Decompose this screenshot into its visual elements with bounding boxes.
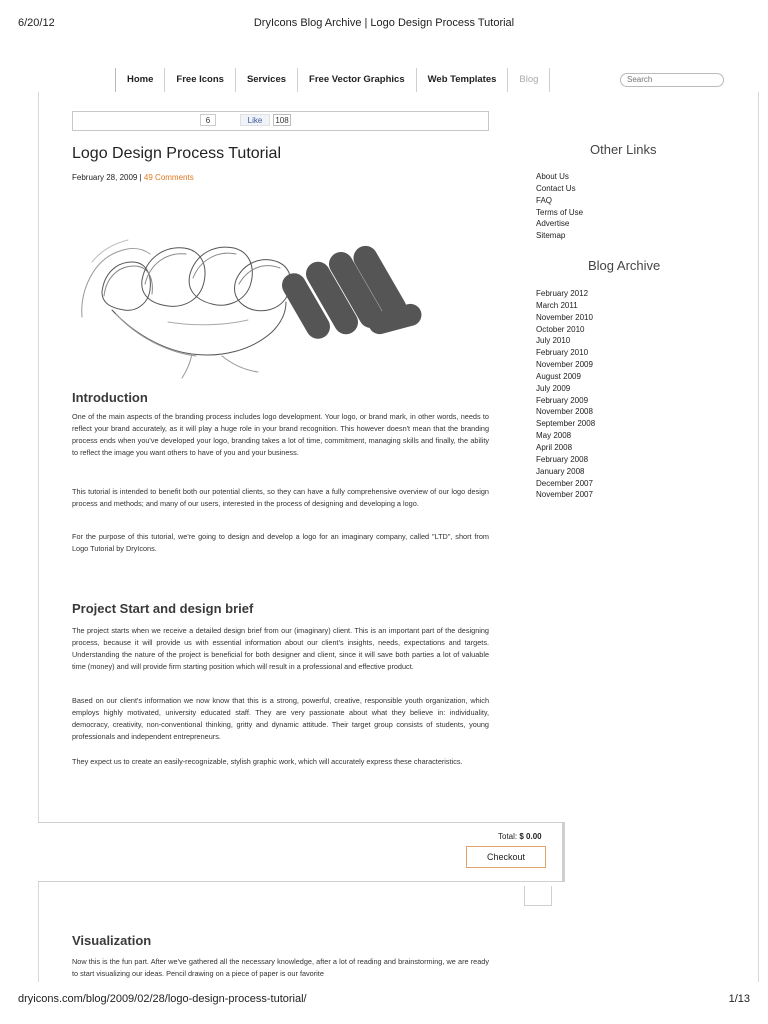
cart-total-value: $ 0.00	[519, 832, 542, 841]
cart-total-label: Total:	[498, 832, 518, 841]
section-heading-introduction: Introduction	[72, 390, 148, 405]
sidebar-link-contact-us[interactable]: Contact Us	[536, 183, 576, 193]
share-count: 6	[200, 114, 216, 126]
archive-item[interactable]: October 2010	[536, 324, 585, 334]
cart-total	[498, 832, 542, 841]
sidebar-link-advertise[interactable]: Advertise	[536, 219, 570, 229]
archive-item[interactable]: February 2008	[536, 454, 589, 464]
main-nav	[115, 68, 550, 92]
archive-item[interactable]: July 2010	[536, 336, 571, 346]
archive-item[interactable]: November 2007	[536, 490, 593, 500]
intro-paragraph-3: For the purpose of this tutorial, we're going to design and develop a logo for an imaginary company, called "LTD", short from Logo Tutorial by DryIcons.	[72, 532, 489, 553]
archive-item[interactable]: November 2008	[536, 407, 593, 417]
sidebar-other-links-title: Other Links	[590, 142, 657, 157]
nav-web-templates[interactable]: Web Templates	[416, 68, 508, 92]
archive-item[interactable]: January 2008	[536, 466, 585, 476]
post-meta	[72, 173, 194, 182]
section-heading-project-start: Project Start and design brief	[72, 601, 254, 616]
fist-logo-illustration	[72, 222, 442, 380]
archive-item[interactable]: May 2008	[536, 431, 572, 441]
sidebar-blog-archive-title: Blog Archive	[588, 258, 661, 273]
archive-item[interactable]: February 2009	[536, 395, 589, 405]
archive-item[interactable]: July 2009	[536, 383, 571, 393]
post-date: February 28, 2009 |	[72, 173, 142, 182]
comments-link[interactable]: 49 Comments	[143, 173, 194, 182]
archive-item[interactable]: December 2007	[536, 478, 593, 488]
section-heading-visualization: Visualization	[72, 933, 152, 948]
sidebar-blog-archive	[536, 288, 595, 501]
sidebar-link-terms[interactable]: Terms of Use	[536, 207, 584, 217]
archive-item[interactable]: February 2012	[536, 289, 589, 298]
content-frame-right	[758, 92, 759, 982]
nav-services[interactable]: Services	[235, 68, 297, 92]
archive-item[interactable]: March 2011	[536, 300, 578, 310]
nav-free-icons[interactable]: Free Icons	[164, 68, 235, 92]
sidebar-link-sitemap[interactable]: Sitemap	[536, 231, 566, 241]
intro-paragraph-2: This tutorial is intended to benefit both our potential clients, so they can have a fully comprehensive overview of our logo design process and methods; and many of our users, interested in the process of designing and developing a logo.	[72, 487, 489, 508]
cart-toggle-tab[interactable]	[524, 886, 552, 906]
like-button[interactable]: Like	[240, 114, 270, 126]
like-count: 108	[273, 114, 291, 126]
content-frame-left	[38, 92, 39, 822]
brief-paragraph-2: Based on our client's information we now know that this is a strong, powerful, creative, responsible youth organization, which employs highly motivated, university educated staff. They are very passionate about what they believe in: individuality, democracy, creativity, non-conventional thinking, gritty and dynamic attitude. Their target group consists of students, young professionals and independent entrepreneurs.	[72, 696, 489, 741]
search-input[interactable]	[620, 73, 724, 87]
intro-paragraph-1: One of the main aspects of the branding process includes logo development. Your logo, or brand mark, in other words, needs to reflect your brand accurately, as it will play a huge role in your brand recognition. This however doesn't mean that the branding process ends when you've developed your logo, branding takes a lot of time, commitment, managing skills and finally, the ability to reflect the image you want others to have of you and your business.	[72, 412, 489, 457]
print-date: 6/20/12	[18, 17, 55, 29]
sidebar-link-faq[interactable]: FAQ	[536, 195, 553, 205]
viz-paragraph-1: Now this is the fun part. After we've gathered all the necessary knowledge, after a lot of reading and brainstorming, we are ready to start visualizing our ideas. Pencil drawing on a piece of paper is our favorite	[72, 957, 489, 978]
print-page-title: DryIcons Blog Archive | Logo Design Process Tutorial	[253, 17, 515, 29]
archive-item[interactable]: September 2008	[536, 419, 596, 429]
fist-sketch	[82, 240, 291, 378]
sidebar-link-about-us[interactable]: About Us	[536, 172, 569, 181]
print-page-number: 1/13	[728, 993, 750, 1005]
nav-blog[interactable]: Blog	[507, 68, 550, 92]
nav-home[interactable]: Home	[115, 68, 164, 92]
post-title: Logo Design Process Tutorial	[72, 145, 281, 162]
archive-item[interactable]: August 2009	[536, 371, 581, 381]
brief-paragraph-1: The project starts when we receive a detailed design brief from our (imaginary) client. This is an important part of the designing process, because it will provide us with essential information about our client's insights, needs, expectations and targets. Understanding the nature of the project is beneficial for both designer and client, since it will save both parties a lot of valuable time (money) and will provide firm starting position which will result in a professional and effective product.	[72, 626, 489, 671]
archive-item[interactable]: November 2010	[536, 312, 593, 322]
fist-logo-mark	[278, 241, 424, 343]
brief-paragraph-3: They expect us to create an easily-recognizable, stylish graphic work, which will accurately express these characteristics.	[72, 757, 463, 766]
archive-item[interactable]: February 2010	[536, 348, 589, 358]
content-frame-left-lower	[38, 882, 39, 982]
nav-free-vector-graphics[interactable]: Free Vector Graphics	[297, 68, 416, 92]
sidebar-other-links	[536, 171, 583, 242]
archive-item[interactable]: April 2008	[536, 442, 573, 452]
print-url: dryicons.com/blog/2009/02/28/logo-design-process-tutorial/	[18, 993, 307, 1005]
archive-item[interactable]: November 2009	[536, 360, 593, 370]
checkout-button[interactable]: Checkout	[466, 846, 546, 868]
